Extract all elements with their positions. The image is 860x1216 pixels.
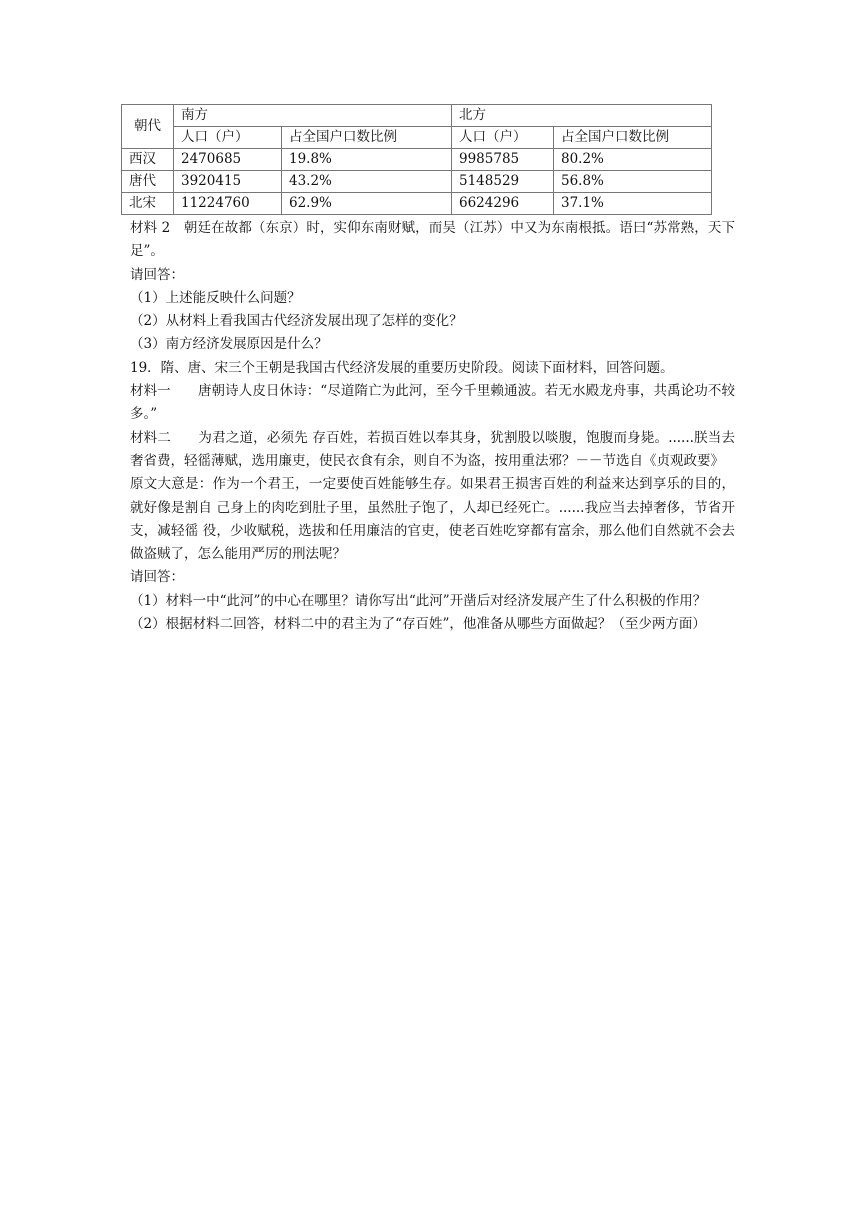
answer-prompt: 请回答：	[130, 266, 184, 283]
cell-south-ratio: 43.2%	[282, 171, 452, 193]
question-19: 19．隋、唐、宋三个王朝是我国古代经济发展的重要历史阶段。阅读下面材料，回答问题。	[130, 359, 674, 376]
header-south-ratio: 占全国户口数比例	[282, 127, 452, 149]
question-2: （2）从材料上看我国古代经济发展出现了怎样的变化？	[130, 313, 463, 330]
cell-dynasty: 北宋	[122, 193, 174, 215]
cell-south-population: 2470685	[174, 149, 282, 171]
cell-north-ratio: 37.1%	[554, 193, 712, 215]
question-text	[130, 217, 735, 636]
cell-north-ratio: 80.2%	[554, 149, 712, 171]
cell-north-population: 9985785	[452, 149, 554, 171]
question-19-1: （1）材料一中“此河”的中心在哪里？请你写出“此河”开凿后对经济发展产生了什么积极的作用？	[130, 592, 707, 609]
material-one: 材料一 唐朝诗人皮日休诗：“尽道隋亡为此河，至今千里赖通波。若无水殿龙舟事，共禹论功不较多。”	[130, 383, 735, 423]
cell-north-ratio: 56.8%	[554, 171, 712, 193]
table-row	[122, 149, 712, 171]
table-header-row	[122, 105, 712, 127]
table-row	[122, 193, 712, 215]
cell-dynasty: 唐代	[122, 171, 174, 193]
cell-south-population: 3920415	[174, 171, 282, 193]
answer-prompt: 请回答：	[130, 569, 184, 586]
table-subheader-row	[122, 127, 712, 149]
table-row	[122, 171, 712, 193]
question-1: （1）上述能反映什么问题？	[130, 289, 301, 306]
header-north-ratio: 占全国户口数比例	[554, 127, 712, 149]
material-two: 材料二 为君之道，必须先 存百姓，若损百姓以奉其身，犹割股以啖腹，饱腹而身毙。......朕当去奢省费，轻徭薄赋，选用廉吏，使民衣食有余，则自不为盗，按用重法邪？－－节选自《贞观政要》	[130, 429, 735, 469]
header-north: 北方	[452, 105, 712, 127]
header-north-population: 人口（户）	[452, 127, 554, 149]
material-2: 材料 2 朝廷在故都（东京）时，实仰东南财赋，而吴（江苏）中又为东南根抵。语曰“苏常熟，天下足”。	[130, 220, 735, 260]
header-south: 南方	[174, 105, 452, 127]
header-dynasty: 朝代	[122, 105, 174, 149]
cell-north-population: 5148529	[452, 171, 554, 193]
cell-north-population: 6624296	[452, 193, 554, 215]
cell-dynasty: 西汉	[122, 149, 174, 171]
cell-south-ratio: 19.8%	[282, 149, 452, 171]
cell-south-ratio: 62.9%	[282, 193, 452, 215]
translation: 原文大意是：作为一个君王，一定要使百姓能够生存。如果君王损害百姓的利益来达到享乐的目的，就好像是割自 己身上的肉吃到肚子里，虽然肚子饱了，人却已经死亡。......我应当去掉奢侈，节省开支，减轻徭 役，少收赋税，选拔和任用廉洁的官吏，使老百姓吃穿都有富余，那么他们自然就不会去做盗贼了，怎么能用严厉的刑法呢？	[130, 476, 735, 563]
question-3: （3）南方经济发展原因是什么？	[130, 336, 328, 353]
header-south-population: 人口（户）	[174, 127, 282, 149]
population-table	[121, 104, 712, 215]
question-19-2: （2）根据材料二回答，材料二中的君主为了“存百姓”，他准备从哪些方面做起？（至少两方面）	[130, 616, 706, 633]
cell-south-population: 11224760	[174, 193, 282, 215]
